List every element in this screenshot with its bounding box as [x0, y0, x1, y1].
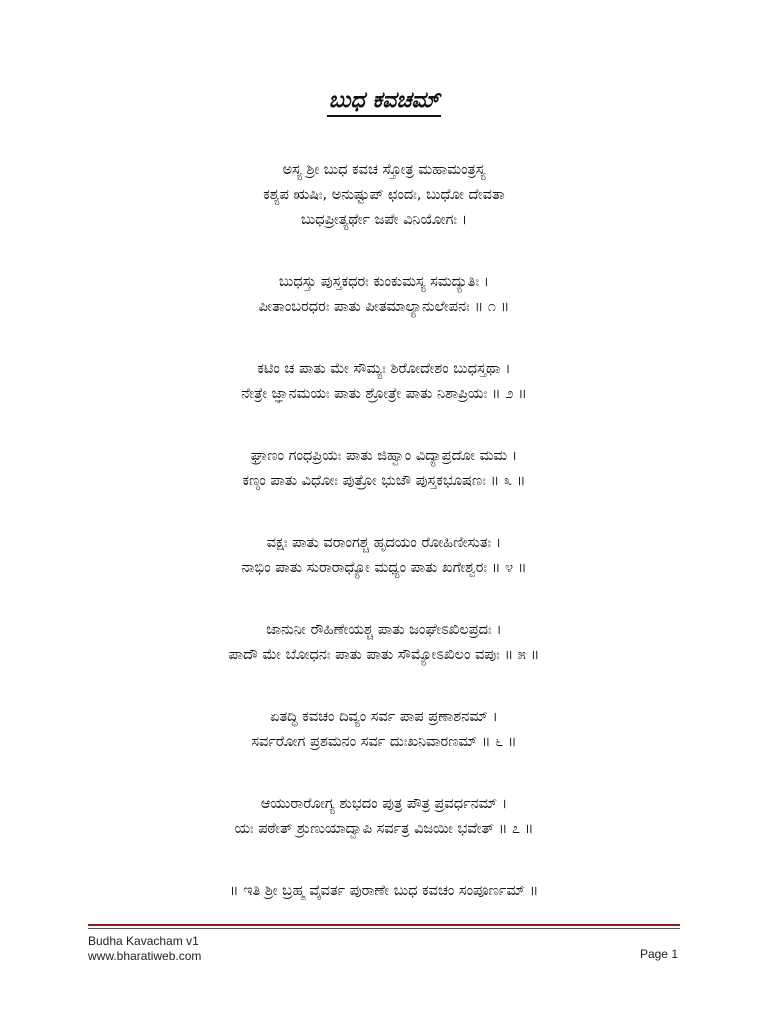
verse-line: ಯಃ ಪಠೇತ್ ಶ್ರುಣುಯಾದ್ವಾಪಿ ಸರ್ವತ್ರ ವಿಜಯೀ ಭವೇತ್ ॥ ೭ ॥	[234, 821, 534, 837]
verse-line: ಕಶ್ಯಪ ಋಷಿಃ, ಅನುಷ್ಟುಪ್ ಛಂದಃ, ಬುಧೋ ದೇವತಾ	[263, 187, 505, 203]
stanza	[0, 357, 768, 407]
verse-body	[0, 158, 768, 941]
verse-line: ಅಸ್ಯ ಶ್ರೀ ಬುಧ ಕವಚ ಸ್ತೋತ್ರ ಮಹಾಮಂತ್ರಸ್ಯ	[282, 162, 486, 178]
verse-line: ಬುಧಸ್ತು ಪುಸ್ತಕಧರಃ ಕುಂಕುಮಸ್ಯ ಸಮದ್ಯುತಿಃ ।	[278, 274, 490, 290]
verse-line: ॥ ಇತಿ ಶ್ರೀ ಬ್ರಹ್ಮ ವೈವರ್ತ ಪುರಾಣೇ ಬುಧ ಕವಚಂ ಸಂಪೂರ್ಣಮ್ ॥	[229, 883, 539, 899]
verse-line: ವಕ್ಷಃ ಪಾತು ವರಾಂಗಶ್ಚ ಹೃದಯಂ ರೋಹಿಣೀಸುತಃ ।	[266, 535, 502, 551]
stanza	[0, 618, 768, 668]
stanza	[0, 531, 768, 581]
verse-line: ಪಾದೌ ಮೇ ಬೋಧನಃ ಪಾತು ಪಾತು ಸೌಮ್ಯೋಽಖಿಲಂ ವಪುಃ ॥ ೫ ॥	[228, 647, 540, 663]
verse-line: ಜಾನುನೀ ರೌಹಿಣೇಯಶ್ಚ ಪಾತು ಜಂಘೇಽಖಿಲಪ್ರದಃ ।	[266, 622, 502, 638]
verse-line: ಘ್ರಾಣಂ ಗಂಧಪ್ರಿಯಃ ಪಾತು ಜಿಹ್ವಾಂ ವಿದ್ಯಾಪ್ರದೋ ಮಮ ।	[250, 448, 518, 464]
stanza	[0, 270, 768, 320]
stanza	[0, 444, 768, 494]
verse-line: ಕಣ್ಠಂ ಪಾತು ವಿಧೋಃ ಪುತ್ರೋ ಭುಜೌ ಪುಸ್ತಕಭೂಷಣಃ ॥ ೩ ॥	[242, 473, 526, 489]
stanza	[0, 792, 768, 842]
stanza	[0, 879, 768, 904]
footer-rule-thin	[88, 928, 680, 929]
verse-line: ಕಟಿಂ ಚ ಪಾತು ಮೇ ಸೌಮ್ಯಃ ಶಿರೋದೇಶಂ ಬುಧಸ್ತಥಾ ।	[257, 361, 511, 377]
page-title-text: ಬುಧ ಕವಚಮ್	[327, 88, 442, 117]
verse-line: ಬುಧಪ್ರೀತ್ಯರ್ಥೇ ಜಪೇ ವಿನಿಯೋಗಃ ।	[300, 212, 468, 228]
page-title	[0, 88, 768, 113]
verse-line: ನೇತ್ರೇ ಜ್ಞಾನಮಯಃ ಪಾತು ಶ್ರೋತ್ರೇ ಪಾತು ನಿಶಾಪ್ರಿಯಃ ॥ ೨ ॥	[241, 386, 527, 402]
verse-line: ಆಯುರಾರೋಗ್ಯ ಶುಭದಂ ಪುತ್ರ ಪೌತ್ರ ಪ್ರವರ್ಧನಮ್ ।	[260, 796, 508, 812]
footer-left	[88, 934, 201, 964]
stanza	[0, 705, 768, 755]
verse-line: ಸರ್ವರೋಗ ಪ್ರಶಮನಂ ಸರ್ವ ದುಃಖನಿವಾರಣಮ್ ॥ ೬ ॥	[251, 734, 517, 750]
verse-line: ಪೀತಾಂಬರಧರಃ ಪಾತು ಪೀತಮಾಲ್ಯಾನುಲೇಪನಃ ॥ ೧ ॥	[258, 299, 510, 315]
verse-line: ಏತದ್ಧಿ ಕವಚಂ ದಿವ್ಯಂ ಸರ್ವ ಪಾಪ ಪ್ರಣಾಶನಮ್ ।	[270, 709, 498, 725]
footer-rule	[88, 924, 680, 926]
stanza	[0, 158, 768, 233]
footer-page-number: Page 1	[639, 947, 678, 961]
verse-line: ನಾಭಿಂ ಪಾತು ಸುರಾರಾಧ್ಯೋ ಮಧ್ಯಂ ಪಾತು ಖಗೇಶ್ವರಃ ॥ ೪ ॥	[241, 560, 527, 576]
footer-doc-name: Budha Kavacham v1	[88, 934, 199, 948]
footer-website-link[interactable]: www.bharatiweb.com	[88, 949, 202, 963]
